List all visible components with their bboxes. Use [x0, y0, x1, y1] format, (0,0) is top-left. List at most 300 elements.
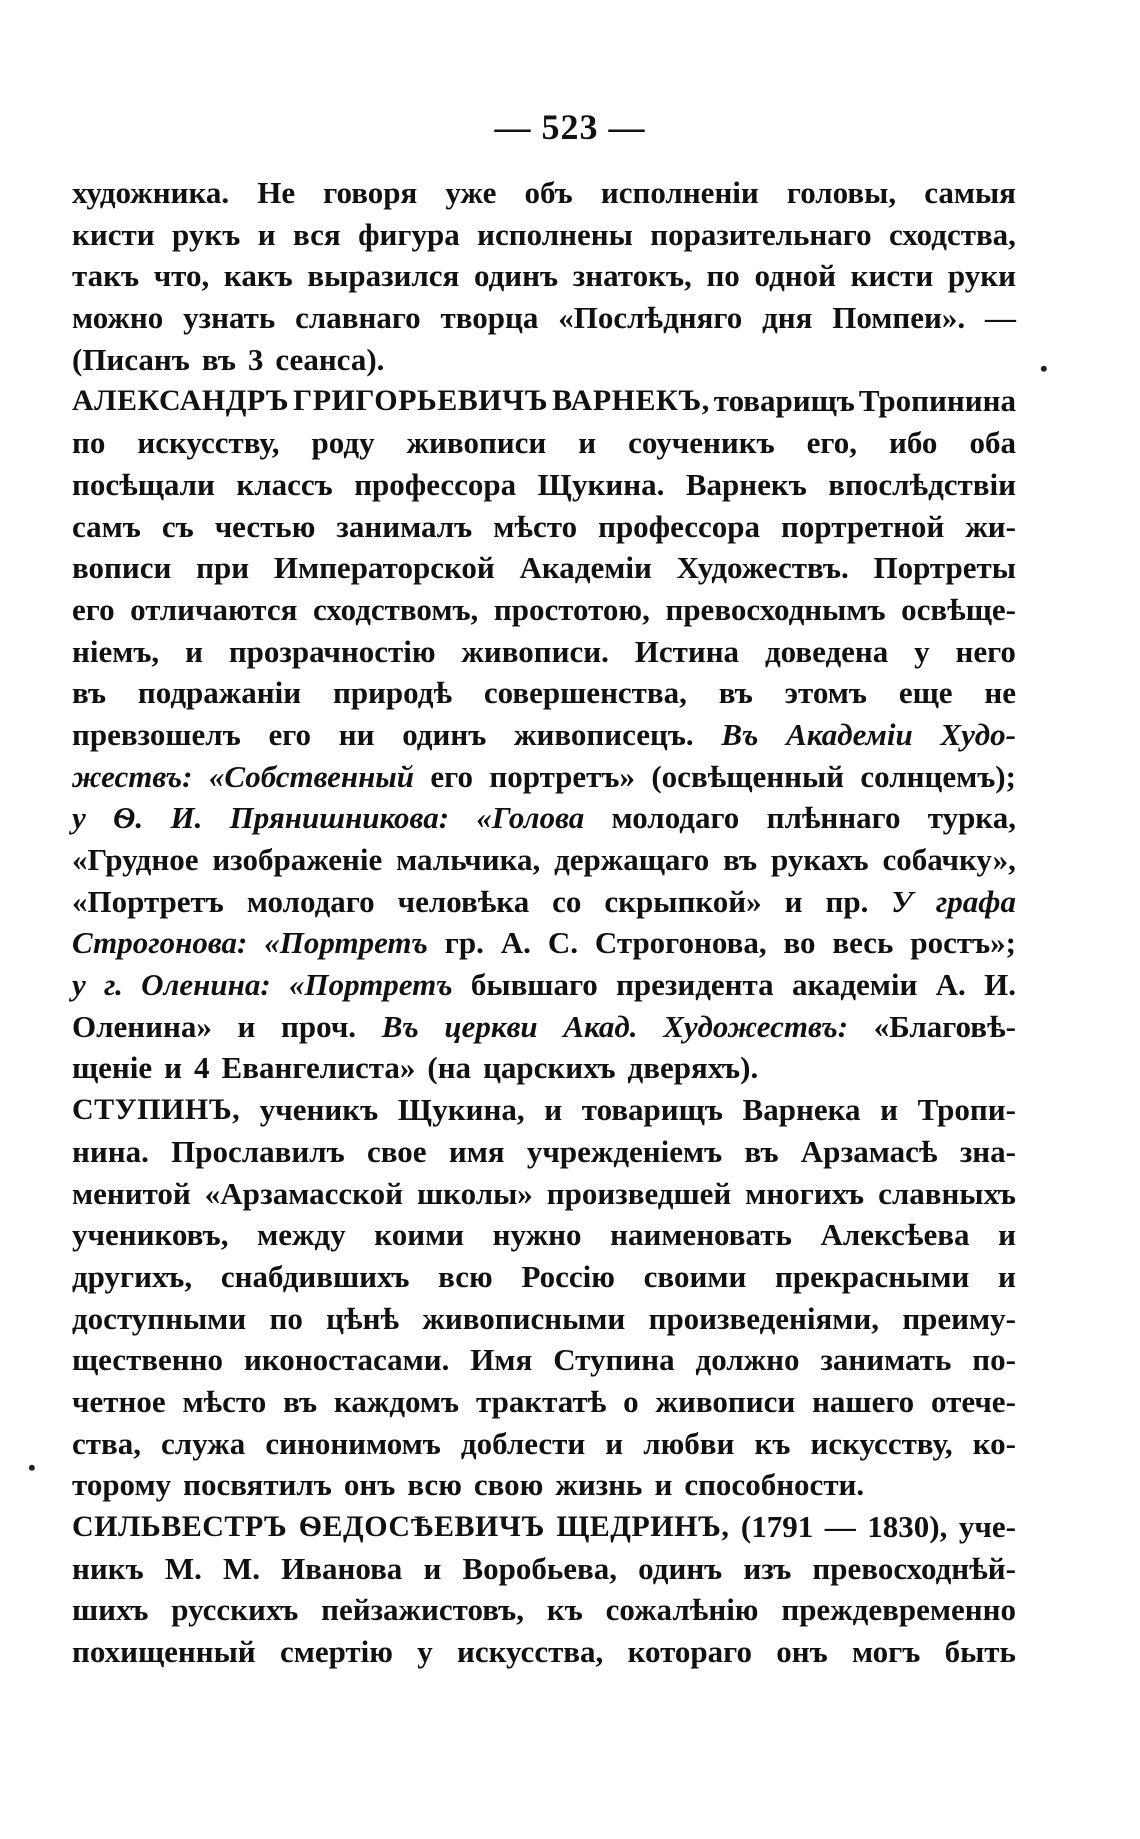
text-line: [72, 172, 1016, 214]
word: всю: [407, 1467, 462, 1503]
text-line: [72, 922, 1016, 964]
word: Прославилъ: [171, 1133, 345, 1169]
word: Въ: [721, 716, 759, 752]
word: этомъ: [784, 675, 867, 711]
word: Имя: [470, 1342, 533, 1378]
word: (на: [427, 1050, 472, 1086]
word: о: [623, 1383, 639, 1419]
text-line: [72, 1089, 1016, 1131]
word: простотою,: [493, 591, 650, 627]
text-line: [72, 1298, 1016, 1340]
word: ГРИГОРЬЕВИЧЪ: [293, 384, 549, 418]
word: собачку»,: [882, 842, 1016, 877]
word: весь: [832, 925, 894, 961]
word: другихъ,: [72, 1258, 193, 1294]
word: «Послѣдняго: [558, 300, 743, 336]
word: торому: [72, 1467, 172, 1503]
word: ни: [338, 716, 375, 752]
word: преиму-: [902, 1300, 1016, 1336]
word: пейзажистовъ,: [321, 1592, 524, 1628]
word: его: [268, 716, 312, 752]
word: еще: [898, 675, 953, 711]
word: изображеніе: [212, 842, 383, 877]
word: «Портретъ: [264, 925, 428, 961]
word: жествъ:: [72, 758, 193, 794]
text-line: [72, 839, 1016, 881]
word: вописи: [72, 550, 172, 586]
word: и: [578, 425, 597, 461]
word: «Арзамасской: [204, 1175, 403, 1211]
word: цѣнѣ: [326, 1300, 400, 1336]
word: художника.: [72, 175, 230, 210]
word: у: [417, 1634, 433, 1670]
word: такъ: [72, 258, 140, 294]
word: можно: [72, 300, 164, 336]
word: А.: [935, 967, 966, 1003]
word: СТУПИНЪ,: [72, 1093, 241, 1127]
word: служа: [161, 1425, 246, 1461]
word: классъ: [236, 466, 333, 502]
word: Арзамасѣ: [800, 1133, 938, 1169]
word: искусству,: [810, 1425, 953, 1461]
text-line: [72, 1214, 1016, 1256]
word: у: [72, 800, 86, 836]
word: доступными: [72, 1300, 247, 1336]
word: Прянишникова:: [229, 800, 450, 836]
word: 4: [194, 1050, 210, 1086]
word: плѣннаго: [766, 800, 901, 836]
word: его,: [806, 425, 857, 461]
word: рукъ: [172, 216, 241, 252]
word: наименовать: [610, 1217, 792, 1253]
word: профессора: [354, 466, 517, 502]
word: знатокъ,: [572, 258, 692, 294]
word: любви: [643, 1425, 735, 1461]
word: имя: [448, 1133, 505, 1169]
word: Варнека: [742, 1092, 861, 1128]
word: преждевременно: [781, 1592, 1016, 1628]
word: щеніе: [72, 1050, 153, 1086]
word: и: [544, 1092, 563, 1128]
word: оба: [969, 425, 1016, 461]
word: одинъ: [402, 716, 487, 752]
word: выразился: [307, 258, 460, 294]
word: и: [998, 1217, 1016, 1253]
word: школы»: [416, 1175, 533, 1211]
word: похищенный: [72, 1634, 256, 1670]
text-line: [72, 1006, 1016, 1048]
word: отличаются: [130, 591, 298, 627]
word: живописи.: [461, 633, 609, 669]
word: впослѣдствіи: [828, 466, 1016, 502]
word: свое: [366, 1133, 427, 1169]
text-line: [72, 589, 1016, 631]
word: превосходнымъ: [665, 591, 886, 627]
word: человѣка: [397, 883, 530, 919]
word: подражаніи: [137, 675, 302, 711]
word: говоря: [323, 175, 418, 210]
word: Иванова: [281, 1550, 403, 1586]
text-line: [72, 964, 1016, 1006]
text-line: [72, 380, 1016, 422]
word: церкви: [444, 1008, 538, 1044]
word: пр.: [825, 883, 869, 919]
word: живописи: [406, 425, 547, 461]
word: Евангелиста»: [221, 1050, 416, 1086]
word: товарищъ: [713, 383, 855, 419]
word: живописи: [655, 1383, 796, 1419]
word: портретной: [781, 508, 945, 544]
word: И.: [170, 800, 203, 836]
word: учениковъ,: [72, 1217, 229, 1253]
word: Строгонова:: [72, 925, 248, 961]
word: своими: [643, 1258, 747, 1294]
word: нужно: [492, 1217, 582, 1253]
word: и: [237, 1008, 256, 1044]
word: Оленина»: [72, 1008, 212, 1044]
word: котораго: [627, 1634, 752, 1670]
word: прозрачностію: [228, 633, 436, 669]
word: учрежденіемъ: [526, 1133, 723, 1169]
word: въ: [201, 341, 236, 377]
word: профессора: [598, 508, 761, 544]
text-line: [72, 506, 1016, 548]
word: уче-: [958, 1509, 1016, 1544]
word: и: [164, 1050, 183, 1086]
word: фигура: [358, 216, 460, 252]
word: Худо-: [940, 716, 1016, 752]
word: искусству,: [137, 425, 280, 461]
word: нашего: [812, 1383, 915, 1419]
word: изъ: [743, 1550, 792, 1586]
text-line: [72, 1631, 1016, 1673]
word: самъ: [72, 508, 141, 544]
word: занимать: [820, 1342, 952, 1378]
word: шихъ: [72, 1592, 149, 1628]
word: Портреты: [873, 550, 1016, 586]
word: по-: [972, 1342, 1016, 1378]
word: Академіи: [786, 716, 913, 752]
word: объ: [524, 175, 573, 210]
text-line: [72, 714, 1016, 756]
text-line: [72, 1423, 1016, 1465]
text-line: [72, 214, 1016, 256]
word: самыя: [924, 175, 1016, 210]
word: Тропи-: [917, 1092, 1016, 1128]
word: доведена: [764, 633, 889, 669]
margin-dot-mark: •: [1040, 356, 1048, 381]
word: мѣсто: [493, 508, 578, 544]
word: соученикъ: [628, 425, 775, 461]
word: узнать: [183, 300, 276, 336]
word: менитой: [72, 1175, 191, 1211]
word: Въ: [381, 1008, 419, 1044]
word: держащаго: [554, 842, 710, 877]
word: президента: [616, 967, 774, 1003]
word: ства,: [72, 1425, 141, 1461]
text-line: [72, 1047, 1016, 1089]
word: русскихъ: [171, 1592, 299, 1628]
word: трактатѣ: [475, 1383, 607, 1419]
word: занималъ: [336, 508, 473, 544]
word: СИЛЬВЕСТРЪ: [72, 1510, 288, 1543]
word: природѣ: [332, 675, 453, 711]
text-line: [72, 1589, 1016, 1631]
text-line: [72, 881, 1016, 923]
word: и: [784, 883, 803, 919]
word: его: [430, 758, 473, 794]
word: «Собственный: [208, 758, 415, 794]
word: при: [196, 550, 250, 586]
word: «Голова: [476, 800, 585, 836]
text-line: [72, 797, 1016, 839]
word: г.: [104, 967, 123, 1003]
word: М.: [164, 1550, 202, 1586]
word: быть: [944, 1634, 1016, 1670]
word: онъ: [343, 1467, 396, 1503]
word: Оленина:: [141, 967, 271, 1003]
word: Щукина,: [397, 1092, 525, 1128]
word: въ: [718, 675, 753, 711]
word: къ: [546, 1592, 583, 1628]
word: четное: [72, 1383, 166, 1419]
word: искусства,: [456, 1634, 604, 1670]
word: и: [654, 1467, 673, 1503]
text-line: [72, 422, 1016, 464]
word: —: [824, 1509, 856, 1544]
word: жизнь: [555, 1467, 643, 1503]
word: нина.: [72, 1133, 149, 1169]
text-line: [72, 297, 1016, 339]
word: со: [552, 883, 582, 919]
word: у: [72, 967, 86, 1003]
word: синонимомъ: [265, 1425, 441, 1461]
word: и: [423, 1550, 442, 1586]
word: ѲЕДОСѢЕВИЧЪ: [298, 1510, 545, 1543]
word: по: [706, 258, 740, 294]
word: Помпеи».: [832, 300, 966, 336]
word: прекрасными: [775, 1258, 970, 1294]
body-text: [72, 172, 1016, 1673]
word: «Благовѣ-: [873, 1008, 1016, 1044]
word: славнаго: [295, 300, 421, 336]
text-line: [72, 339, 1016, 381]
word: (1791: [740, 1509, 814, 1544]
word: Художествъ:: [663, 1008, 849, 1044]
text-line: [72, 255, 1016, 297]
text-line: [72, 1256, 1016, 1298]
word: превосходнѣй-: [812, 1550, 1016, 1586]
word: дверяхъ).: [627, 1050, 759, 1086]
word: въ: [744, 1133, 779, 1169]
text-line: [72, 1381, 1016, 1423]
word: произведшей: [546, 1175, 732, 1211]
word: сеанса).: [275, 341, 385, 377]
word: съ: [161, 508, 194, 544]
word: освѣще-: [901, 591, 1016, 627]
word: кисти: [850, 258, 934, 294]
word: и: [185, 633, 203, 669]
word: и: [605, 1425, 624, 1461]
word: роду: [311, 425, 375, 461]
word: У: [891, 883, 913, 919]
word: посвятилъ: [183, 1467, 332, 1503]
word: живописными: [422, 1300, 626, 1336]
text-line: [72, 1548, 1016, 1590]
page-number: — 523 —: [494, 107, 646, 147]
word: царскихъ: [483, 1050, 616, 1086]
word: совершенства,: [483, 675, 687, 711]
word: сходствомъ,: [312, 591, 479, 627]
word: бывшаго: [470, 967, 598, 1003]
word: въ: [72, 675, 107, 711]
word: исполнены: [477, 216, 633, 252]
word: къ: [754, 1425, 791, 1461]
text-line: [72, 672, 1016, 714]
word: должно: [695, 1342, 800, 1378]
word: честью: [214, 508, 316, 544]
word: ніемъ,: [72, 633, 160, 669]
text-line: [72, 756, 1016, 798]
word: онъ: [776, 1634, 828, 1670]
word: отече-: [931, 1383, 1016, 1419]
word: славныхъ: [878, 1175, 1016, 1211]
word: графа: [935, 883, 1016, 919]
word: его: [72, 591, 115, 627]
word: коими: [374, 1217, 465, 1253]
text-line: [72, 1173, 1016, 1215]
word: въ: [283, 1383, 318, 1419]
word: ВАРНЕКЪ,: [552, 384, 710, 418]
word: у: [914, 633, 930, 669]
word: каждомъ: [333, 1383, 460, 1419]
word: Академіи: [519, 550, 652, 586]
word: никъ: [72, 1550, 144, 1586]
word: Акад.: [563, 1008, 638, 1044]
word: Россію: [521, 1258, 615, 1294]
word: способности.: [684, 1467, 865, 1503]
word: посѣщали: [72, 466, 215, 502]
word: иконостасами.: [243, 1342, 450, 1378]
word: Варнекъ: [685, 466, 807, 502]
text-line: [72, 1131, 1016, 1173]
word: академіи: [791, 967, 918, 1003]
word: между: [257, 1217, 346, 1253]
word: ко-: [972, 1425, 1016, 1461]
word: молодаго: [246, 883, 375, 919]
word: С.: [547, 925, 578, 961]
word: «Портретъ: [72, 883, 224, 919]
word: Художествъ.: [676, 550, 849, 586]
word: мѣсто: [182, 1383, 267, 1419]
word: и: [257, 216, 276, 252]
word: Ступина: [553, 1342, 675, 1378]
word: Не: [257, 175, 296, 210]
word: мальчика,: [396, 842, 541, 877]
word: жи-: [965, 508, 1016, 544]
word: (освѣщенный: [651, 758, 845, 794]
word: сожалѣнію: [605, 1592, 759, 1628]
word: Истина: [634, 633, 740, 669]
word: ростъ»;: [910, 925, 1016, 961]
word: ибо: [888, 425, 938, 461]
word: свою: [473, 1467, 544, 1503]
word: что,: [153, 258, 210, 294]
word: солнцемъ);: [860, 758, 1016, 794]
word: (Писанъ: [72, 341, 190, 377]
word: головы,: [786, 175, 897, 210]
text-line: [72, 1464, 1016, 1506]
word: творца: [440, 300, 539, 336]
word: исполненіи: [600, 175, 759, 210]
word: превзошелъ: [72, 716, 241, 752]
word: ЩЕДРИНЪ,: [556, 1510, 730, 1543]
word: скрыпкой»: [604, 883, 762, 919]
margin-dot-mark: •: [28, 1455, 36, 1480]
word: Тропинина: [858, 383, 1016, 419]
word: дня: [762, 300, 813, 336]
word: Императорской: [273, 550, 495, 586]
word: —: [984, 300, 1016, 336]
word: зна-: [959, 1133, 1016, 1169]
word: во: [783, 925, 816, 961]
word: кисти: [72, 216, 155, 252]
word: смертію: [279, 1634, 393, 1670]
word: ученикъ: [259, 1092, 379, 1128]
word: портретъ»: [489, 758, 635, 794]
word: уже: [445, 175, 497, 210]
word: сходства,: [889, 216, 1016, 252]
word: въ: [723, 842, 758, 877]
word: турка,: [927, 800, 1016, 836]
word: проч.: [281, 1008, 357, 1044]
word: щественно: [72, 1342, 224, 1378]
word: М.: [222, 1550, 260, 1586]
word: «Грудное: [72, 842, 199, 877]
word: товарищъ: [581, 1092, 723, 1128]
word: гр.: [444, 925, 484, 961]
word: Щукина.: [537, 466, 665, 502]
word: могъ: [851, 1634, 921, 1670]
word: 3: [247, 341, 264, 377]
word: всю: [438, 1258, 493, 1294]
word: какъ: [223, 258, 293, 294]
word: одинъ: [474, 258, 559, 294]
word: многихъ: [745, 1175, 865, 1211]
word: одинъ: [638, 1550, 723, 1586]
word: А.: [500, 925, 531, 961]
word: произведеніями,: [648, 1300, 880, 1336]
word: и: [880, 1092, 898, 1128]
text-line: [72, 1339, 1016, 1381]
word: не: [984, 675, 1016, 711]
word: по: [72, 425, 106, 461]
word: Воробьева,: [462, 1550, 618, 1586]
word: доблести: [460, 1425, 586, 1461]
word: «Портретъ: [288, 967, 453, 1003]
word: снабдившихъ: [220, 1258, 410, 1294]
text-line: [72, 464, 1016, 506]
word: живописецъ.: [514, 716, 694, 752]
word: и: [998, 1258, 1016, 1294]
word: вся: [293, 216, 341, 252]
word: руки: [947, 258, 1016, 294]
word: по: [269, 1300, 303, 1336]
word: 1830),: [867, 1509, 948, 1544]
text-line: [72, 1506, 1016, 1548]
word: Алексѣева: [820, 1217, 970, 1253]
text-line: [72, 631, 1016, 673]
